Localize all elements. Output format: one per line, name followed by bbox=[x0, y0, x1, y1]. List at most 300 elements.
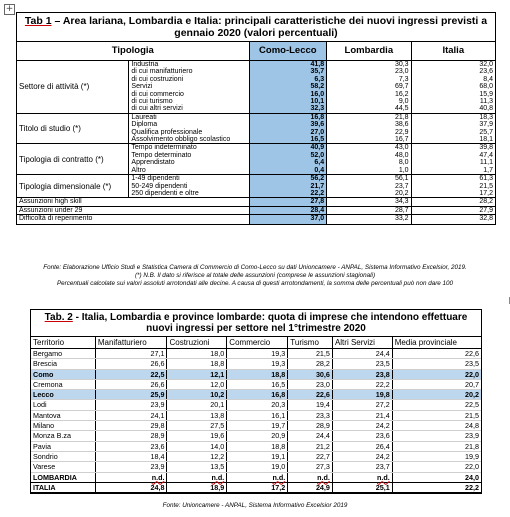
table-1-number: Tab 1 bbox=[24, 15, 52, 27]
cell-value: 23,9 bbox=[150, 462, 165, 472]
value-altri-servizi bbox=[332, 349, 392, 359]
table-row bbox=[17, 113, 495, 121]
table-1-title bbox=[17, 13, 495, 42]
value-lombardia: 23,0 bbox=[327, 68, 411, 75]
value-costruzioni bbox=[167, 369, 227, 379]
value-media-provinciale bbox=[392, 369, 481, 379]
value-italia: 15,9 bbox=[479, 90, 493, 98]
cell-value: 23,5 bbox=[375, 359, 390, 369]
row-label: 50-249 dipendenti bbox=[129, 183, 249, 190]
value-lombardia: 69,7 bbox=[327, 83, 411, 90]
table-row bbox=[17, 175, 495, 183]
cell-value: 27,5 bbox=[210, 421, 225, 431]
value-como-lecco: 28,4 bbox=[249, 206, 327, 214]
value-commercio bbox=[227, 482, 288, 492]
value-lombardia: 16,2 bbox=[327, 91, 411, 98]
value-italia: 11,1 bbox=[479, 159, 493, 167]
value-costruzioni bbox=[167, 379, 227, 389]
value-italia: 18,3 bbox=[411, 113, 495, 121]
cell-value: 20,9 bbox=[271, 431, 286, 441]
value-como-lecco: 21,7 bbox=[249, 183, 327, 190]
value-altri-servizi bbox=[332, 431, 392, 441]
value-turismo bbox=[288, 349, 333, 359]
value-media-provinciale bbox=[392, 349, 481, 359]
table-row bbox=[31, 379, 481, 389]
value-manifatturiero bbox=[95, 472, 167, 482]
table-row bbox=[31, 410, 481, 420]
value-costruzioni bbox=[167, 421, 227, 431]
cell-value: 13,8 bbox=[210, 410, 225, 420]
value-lombardia: 44,5 bbox=[327, 105, 411, 113]
territory-name: Pavia bbox=[31, 441, 95, 451]
cell-value: 22,5 bbox=[150, 369, 165, 379]
value-manifatturiero bbox=[95, 421, 167, 431]
value-italia: 17,2 bbox=[479, 189, 493, 197]
col-header-italia: Italia bbox=[411, 42, 495, 61]
table-row bbox=[17, 61, 495, 69]
table-1-grid bbox=[17, 42, 495, 224]
row-label: Altro bbox=[129, 167, 249, 175]
cell-value: 17,2 bbox=[271, 482, 286, 492]
value-como-lecco: 56,2 bbox=[249, 175, 327, 183]
cell-value: 12,2 bbox=[210, 451, 225, 461]
row-label: di cui altri servizi bbox=[129, 105, 249, 113]
value-media-provinciale bbox=[392, 441, 481, 451]
row-label: Laureati bbox=[129, 113, 249, 121]
table-row bbox=[31, 421, 481, 431]
value-media-provinciale bbox=[392, 472, 481, 482]
cell-value: 14,0 bbox=[210, 441, 225, 451]
table-row bbox=[31, 462, 481, 472]
value-commercio bbox=[227, 359, 288, 369]
value-commercio bbox=[227, 369, 288, 379]
value-costruzioni bbox=[167, 472, 227, 482]
value-commercio bbox=[227, 349, 288, 359]
row-label: Assolvimento obbligo scolastico bbox=[129, 136, 249, 144]
territory-name: Lecco bbox=[31, 390, 95, 400]
cell-value: 16,8 bbox=[271, 390, 286, 400]
value-media-provinciale bbox=[392, 379, 481, 389]
row-label: Difficoltà di reperimento bbox=[17, 215, 249, 224]
value-commercio bbox=[227, 390, 288, 400]
value-italia: 21,5 bbox=[479, 182, 493, 190]
cell-value: 24,8 bbox=[465, 421, 479, 431]
value-media-provinciale bbox=[392, 482, 481, 492]
value-lombardia: 30,3 bbox=[327, 61, 411, 69]
cell-value: n.d. bbox=[151, 472, 165, 482]
cell-value: 20,7 bbox=[465, 379, 479, 389]
cell-value: 24,1 bbox=[150, 410, 165, 420]
value-lombardia: 56,1 bbox=[327, 175, 411, 183]
cell-value: 19,3 bbox=[271, 359, 286, 369]
table-row bbox=[31, 441, 481, 451]
row-label: 250 dipendenti e oltre bbox=[129, 190, 249, 198]
cell-value: 23,0 bbox=[315, 379, 330, 389]
value-turismo bbox=[288, 379, 333, 389]
cell-value: 25,9 bbox=[150, 390, 165, 400]
value-como-lecco: 41,8 bbox=[249, 61, 327, 69]
row-label: Qualifica professionale bbox=[129, 129, 249, 136]
cell-value: 23,6 bbox=[375, 431, 390, 441]
row-label: Apprendistato bbox=[129, 159, 249, 166]
territory-name: Varese bbox=[31, 462, 95, 472]
value-lombardia: 1,0 bbox=[327, 167, 411, 175]
cell-value: 23,8 bbox=[375, 369, 390, 379]
row-label: di cui manifatturiero bbox=[129, 68, 249, 75]
table-row bbox=[31, 482, 481, 492]
table-row bbox=[17, 144, 495, 152]
value-manifatturiero bbox=[95, 462, 167, 472]
value-como-lecco: 6,3 bbox=[249, 76, 327, 83]
value-italia: 27,9 bbox=[411, 206, 495, 214]
table-2-grid bbox=[31, 337, 481, 493]
cell-value: 22,2 bbox=[375, 379, 390, 389]
cell-value: 29,8 bbox=[150, 421, 165, 431]
table-2-number: Tab. 2 bbox=[44, 312, 73, 323]
value-turismo bbox=[288, 431, 333, 441]
value-italia: 8,4 bbox=[483, 75, 493, 83]
col-header-commercio: Commercio bbox=[227, 337, 288, 349]
value-italia: 18,1 bbox=[479, 136, 493, 144]
territory-name: Lodi bbox=[31, 400, 95, 410]
cell-value: 21,5 bbox=[315, 349, 330, 358]
table-row bbox=[31, 369, 481, 379]
value-lombardia: 23,7 bbox=[327, 183, 411, 190]
value-commercio bbox=[227, 451, 288, 461]
value-media-provinciale bbox=[392, 390, 481, 400]
value-manifatturiero bbox=[95, 369, 167, 379]
value-italia: 1,7 bbox=[483, 166, 493, 174]
table-1-nb: (*) N.B. Il dato si riferisce al totale delle assunzioni (comprese le assunzioni stagionali) bbox=[134, 272, 376, 279]
value-manifatturiero bbox=[95, 390, 167, 400]
cell-value: 22,5 bbox=[465, 400, 479, 410]
cell-value: n.d. bbox=[272, 472, 286, 482]
value-turismo bbox=[288, 390, 333, 400]
value-costruzioni bbox=[167, 482, 227, 492]
cell-value: 28,2 bbox=[315, 359, 330, 369]
cell-value: 26,6 bbox=[150, 359, 165, 369]
cell-value: 19,3 bbox=[271, 349, 286, 358]
value-italia: 68,0 bbox=[479, 83, 493, 91]
value-costruzioni bbox=[167, 451, 227, 461]
territory-name: Monza B.za bbox=[31, 431, 95, 441]
value-lombardia: 28,7 bbox=[327, 206, 411, 214]
value-turismo bbox=[288, 472, 333, 482]
table-2-title-text: - Italia, Lombardia e province lombarde: quota di imprese che intendono effettuare nuovi ingressi per settore nel 1°trimestre 2020 bbox=[72, 312, 468, 334]
table-row bbox=[31, 390, 481, 400]
value-turismo bbox=[288, 462, 333, 472]
value-turismo bbox=[288, 400, 333, 410]
territory-name: Bergamo bbox=[31, 349, 95, 359]
table-row bbox=[31, 359, 481, 369]
table-2-source: Fonte: Unioncamere - ANPAL, Sistema Informativo Excelsior 2019 bbox=[162, 502, 348, 509]
group-label: Settore di attività (*) bbox=[17, 61, 129, 114]
cell-value: 22,0 bbox=[465, 369, 479, 379]
value-como-lecco: 0,4 bbox=[249, 167, 327, 175]
value-costruzioni bbox=[167, 462, 227, 472]
table-row bbox=[17, 215, 495, 224]
value-italia: 32,8 bbox=[411, 215, 495, 224]
cell-value: 18,9 bbox=[210, 482, 225, 492]
value-altri-servizi bbox=[332, 421, 392, 431]
cell-value: 22,7 bbox=[315, 451, 330, 461]
value-altri-servizi bbox=[332, 379, 392, 389]
value-manifatturiero bbox=[95, 379, 167, 389]
value-como-lecco: 40,9 bbox=[249, 144, 327, 152]
col-header-manifatturiero: Manifatturiero bbox=[95, 337, 167, 349]
value-como-lecco: 27,0 bbox=[249, 129, 327, 136]
territory-name: Sondrio bbox=[31, 451, 95, 461]
cell-value: 19,0 bbox=[271, 462, 286, 472]
value-italia: 25,7 bbox=[479, 128, 493, 136]
group-label: Tipologia dimensionale (*) bbox=[17, 175, 129, 198]
value-commercio bbox=[227, 472, 288, 482]
value-media-provinciale bbox=[392, 410, 481, 420]
cell-value: 18,0 bbox=[210, 349, 225, 358]
cell-value: 20,2 bbox=[465, 390, 479, 400]
table-move-handle-icon[interactable]: + bbox=[5, 4, 14, 14]
cell-value: 16,1 bbox=[271, 410, 286, 420]
cell-value: 22,2 bbox=[465, 482, 479, 492]
cell-value: 28,9 bbox=[315, 421, 330, 431]
col-header-tipologia: Tipologia bbox=[17, 42, 249, 61]
value-italia: 11,3 bbox=[479, 98, 493, 106]
value-media-provinciale bbox=[392, 462, 481, 472]
cell-value: 27,1 bbox=[150, 349, 165, 358]
value-italia: 40,8 bbox=[479, 105, 493, 113]
cell-value: 19,9 bbox=[465, 451, 479, 461]
col-header-altri-servizi: Altri Servizi bbox=[332, 337, 392, 349]
value-media-provinciale bbox=[392, 359, 481, 369]
cell-value: n.d. bbox=[376, 472, 390, 482]
cell-value: 25,1 bbox=[375, 482, 390, 492]
cell-value: 23,7 bbox=[375, 462, 390, 472]
table-row bbox=[17, 198, 495, 206]
territory-name: ITALIA bbox=[31, 482, 95, 492]
value-manifatturiero bbox=[95, 441, 167, 451]
value-como-lecco: 16,0 bbox=[249, 91, 327, 98]
cell-value: 28,9 bbox=[150, 431, 165, 441]
value-altri-servizi bbox=[332, 369, 392, 379]
col-header-turismo: Turismo bbox=[288, 337, 333, 349]
value-turismo bbox=[288, 369, 333, 379]
value-costruzioni bbox=[167, 400, 227, 410]
value-como-lecco: 10,1 bbox=[249, 98, 327, 105]
cell-value: 12,1 bbox=[210, 369, 225, 379]
value-como-lecco: 39,6 bbox=[249, 121, 327, 128]
cell-value: 10,2 bbox=[210, 390, 225, 400]
value-commercio bbox=[227, 462, 288, 472]
value-manifatturiero bbox=[95, 431, 167, 441]
value-lombardia: 9,0 bbox=[327, 98, 411, 105]
value-costruzioni bbox=[167, 441, 227, 451]
table-1-body bbox=[17, 61, 495, 224]
cell-value: 23,5 bbox=[465, 359, 479, 369]
cell-value: 24,0 bbox=[465, 472, 479, 482]
value-commercio bbox=[227, 410, 288, 420]
value-lombardia: 48,0 bbox=[327, 152, 411, 159]
value-como-lecco: 16,5 bbox=[249, 136, 327, 144]
row-label: Tempo determinato bbox=[129, 152, 249, 159]
value-lombardia: 20,2 bbox=[327, 190, 411, 198]
value-como-lecco: 6,4 bbox=[249, 159, 327, 166]
cell-value: 13,5 bbox=[210, 462, 225, 472]
table-row bbox=[17, 206, 495, 214]
value-manifatturiero bbox=[95, 359, 167, 369]
cell-value: 22,6 bbox=[465, 349, 479, 358]
table-2-body bbox=[31, 349, 481, 493]
value-costruzioni bbox=[167, 349, 227, 359]
value-altri-servizi bbox=[332, 410, 392, 420]
cell-value: 21,2 bbox=[315, 441, 330, 451]
value-turismo bbox=[288, 451, 333, 461]
value-media-provinciale bbox=[392, 421, 481, 431]
value-manifatturiero bbox=[95, 451, 167, 461]
value-lombardia: 33,2 bbox=[327, 215, 411, 224]
territory-name: LOMBARDIA bbox=[31, 472, 95, 482]
territory-name: Como bbox=[31, 369, 95, 379]
row-label: Diploma bbox=[129, 121, 249, 128]
value-commercio bbox=[227, 379, 288, 389]
territory-name: Mantova bbox=[31, 410, 95, 420]
cell-value: 21,8 bbox=[465, 441, 479, 451]
value-commercio bbox=[227, 421, 288, 431]
value-costruzioni bbox=[167, 431, 227, 441]
row-label: Assunzioni high skill bbox=[17, 198, 249, 206]
value-como-lecco: 22,2 bbox=[249, 190, 327, 198]
cell-value: 18,8 bbox=[210, 359, 225, 369]
cell-value: 19,4 bbox=[315, 400, 330, 410]
value-lombardia: 16,7 bbox=[327, 136, 411, 144]
row-label: di cui costruzioni bbox=[129, 76, 249, 83]
value-italia: 47,4 bbox=[479, 151, 493, 159]
value-altri-servizi bbox=[332, 359, 392, 369]
value-manifatturiero bbox=[95, 400, 167, 410]
value-como-lecco: 32,3 bbox=[249, 105, 327, 113]
table-1-rounding-note: Percentuali calcolate sui valori assoluti arrotondati alle decine. A causa di questi arrotondamenti, la somma delle percentuali può non dare 100 bbox=[56, 280, 454, 287]
cell-value: 24,9 bbox=[315, 482, 330, 492]
value-costruzioni bbox=[167, 390, 227, 400]
cell-value: n.d. bbox=[211, 472, 225, 482]
value-lombardia: 7,3 bbox=[327, 76, 411, 83]
value-lombardia: 8,0 bbox=[327, 159, 411, 166]
table-1-header-row bbox=[17, 42, 495, 61]
col-header-lombardia: Lombardia bbox=[327, 42, 411, 61]
value-altri-servizi bbox=[332, 482, 392, 492]
table-2 bbox=[30, 309, 482, 494]
col-header-media-provinciale: Media provinciale bbox=[392, 337, 481, 349]
cell-value: 23,9 bbox=[465, 431, 479, 441]
col-header-costruzioni: Costruzioni bbox=[167, 337, 227, 349]
value-manifatturiero bbox=[95, 482, 167, 492]
value-altri-servizi bbox=[332, 390, 392, 400]
cell-value: 19,8 bbox=[375, 390, 390, 400]
cell-value: 23,3 bbox=[315, 410, 330, 420]
cell-value: 19,7 bbox=[271, 421, 286, 431]
value-turismo bbox=[288, 410, 333, 420]
value-como-lecco: 35,7 bbox=[249, 68, 327, 75]
cell-value: 16,5 bbox=[271, 379, 286, 389]
cell-value: 23,9 bbox=[150, 400, 165, 410]
table-1 bbox=[16, 12, 496, 225]
value-lombardia: 22,9 bbox=[327, 129, 411, 136]
cell-value: 22,6 bbox=[315, 390, 330, 400]
value-como-lecco: 27,8 bbox=[249, 198, 327, 206]
cell-value: 23,6 bbox=[150, 441, 165, 451]
value-commercio bbox=[227, 400, 288, 410]
cell-value: 22,0 bbox=[465, 462, 479, 472]
cell-value: 26,6 bbox=[150, 379, 165, 389]
value-media-provinciale bbox=[392, 451, 481, 461]
row-label: Industria bbox=[129, 61, 249, 69]
row-label: di cui turismo bbox=[129, 98, 249, 105]
cell-value: 18,8 bbox=[271, 369, 286, 379]
value-altri-servizi bbox=[332, 400, 392, 410]
cell-value: 19,6 bbox=[210, 431, 225, 441]
cell-value: 27,3 bbox=[315, 462, 330, 472]
row-label: di cui commercio bbox=[129, 91, 249, 98]
cell-value: 26,4 bbox=[375, 441, 390, 451]
value-altri-servizi bbox=[332, 462, 392, 472]
table-1-source: Fonte: Elaborazione Ufficio Studi e Statistica Camera di Commercio di Como-Lecco su dati Unioncamere - ANPAL, Sistema Informativo Excelsior, 2019. bbox=[43, 264, 467, 271]
table-row bbox=[31, 431, 481, 441]
cell-value: 24,2 bbox=[375, 421, 390, 431]
col-header-como-lecco: Como-Lecco bbox=[249, 42, 327, 61]
table-1-title-text: – Area lariana, Lombardia e Italia: principali caratteristiche dei nuovi ingressi previsti a gennaio 2020 (valori percentuali) bbox=[51, 15, 488, 39]
value-turismo bbox=[288, 482, 333, 492]
value-costruzioni bbox=[167, 410, 227, 420]
value-lombardia: 34,3 bbox=[327, 198, 411, 206]
table-row bbox=[31, 349, 481, 359]
value-manifatturiero bbox=[95, 410, 167, 420]
value-costruzioni bbox=[167, 359, 227, 369]
value-manifatturiero bbox=[95, 349, 167, 359]
cell-value: 21,5 bbox=[465, 410, 479, 420]
cell-value: 20,3 bbox=[271, 400, 286, 410]
value-italia: 39,8 bbox=[411, 144, 495, 152]
row-label: 1-49 dipendenti bbox=[129, 175, 249, 183]
table-row bbox=[31, 400, 481, 410]
territory-name: Milano bbox=[31, 421, 95, 431]
table-1-source-note bbox=[16, 264, 494, 288]
value-turismo bbox=[288, 421, 333, 431]
cell-value: n.d. bbox=[317, 472, 330, 482]
value-lombardia: 43,0 bbox=[327, 144, 411, 152]
value-italia: 23,6 bbox=[479, 68, 493, 76]
value-media-provinciale bbox=[392, 400, 481, 410]
cell-value: 12,0 bbox=[210, 379, 225, 389]
value-commercio bbox=[227, 431, 288, 441]
cell-value: 18,8 bbox=[271, 441, 286, 451]
cell-value: 19,1 bbox=[271, 451, 286, 461]
value-turismo bbox=[288, 359, 333, 369]
value-italia: 28,2 bbox=[411, 198, 495, 206]
table-2-title bbox=[31, 310, 481, 337]
value-lombardia: 38,6 bbox=[327, 121, 411, 128]
value-altri-servizi bbox=[332, 451, 392, 461]
col-header-territorio: Territorio bbox=[31, 337, 95, 349]
cell-value: 21,4 bbox=[375, 410, 390, 420]
value-altri-servizi bbox=[332, 441, 392, 451]
table-row bbox=[31, 451, 481, 461]
cell-value: 18,4 bbox=[150, 451, 165, 461]
cell-value: 24,4 bbox=[375, 349, 390, 358]
territory-name: Cremona bbox=[31, 379, 95, 389]
value-turismo bbox=[288, 441, 333, 451]
value-italia: 61,3 bbox=[411, 175, 495, 183]
group-label: Tipologia di contratto (*) bbox=[17, 144, 129, 175]
cell-value: 20,1 bbox=[210, 400, 225, 410]
